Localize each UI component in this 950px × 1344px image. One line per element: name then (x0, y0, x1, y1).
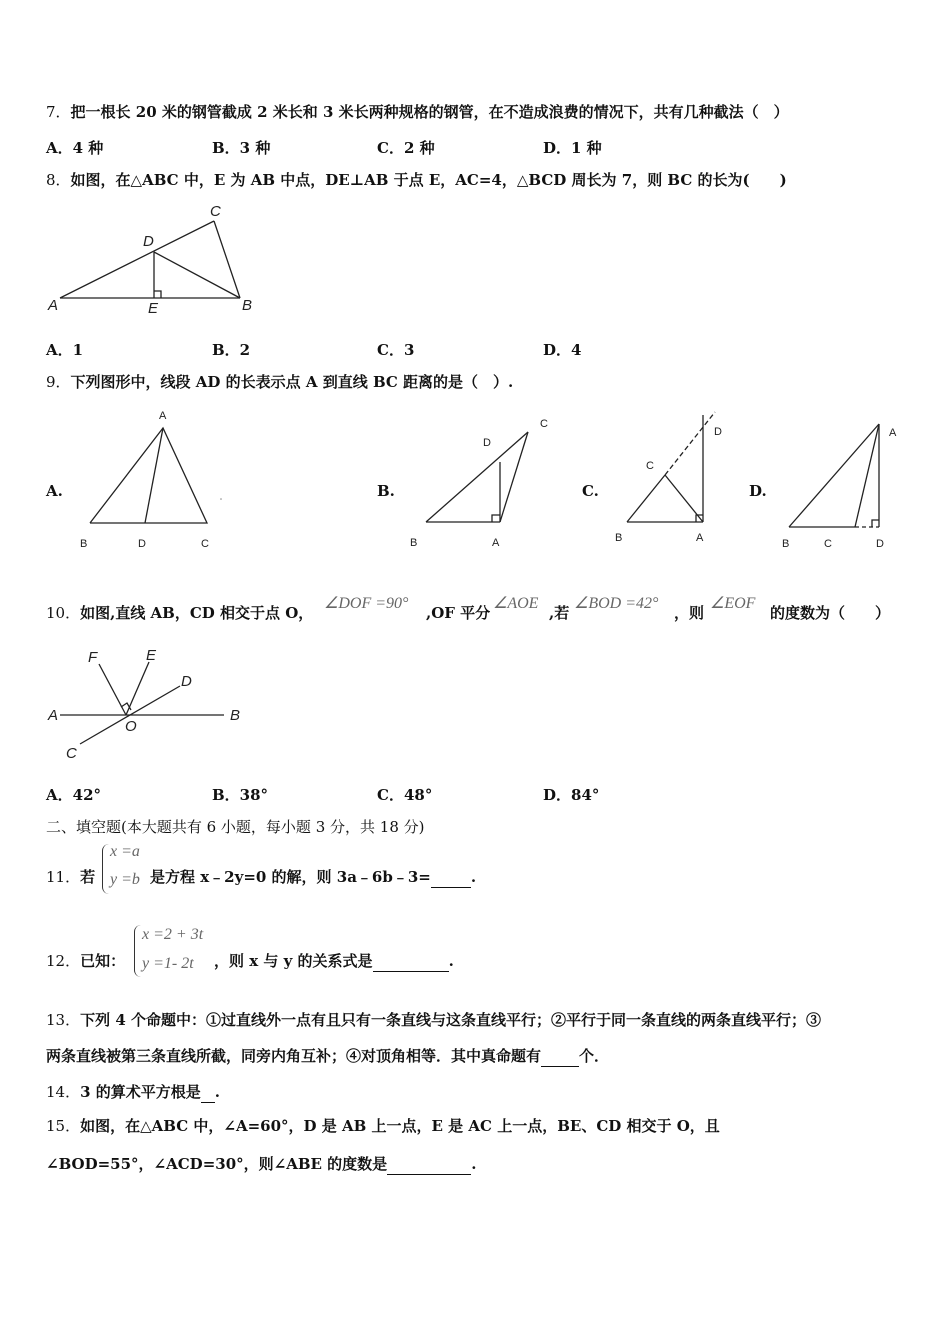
q9-option-b-letter: B. (377, 482, 395, 500)
q8-line (46, 170, 787, 190)
q7-option-d: D．1 种 (543, 139, 602, 157)
q14-answer-blank (201, 1082, 215, 1103)
q9c-segment-bc (627, 475, 665, 522)
q14-line (46, 1082, 220, 1103)
q9a-label-b: B (80, 538, 88, 550)
q15-end: . (471, 1155, 477, 1173)
q15-line1 (46, 1116, 720, 1136)
q9b-label-b: B (410, 537, 418, 549)
q10-option-a: A．42° (46, 786, 102, 804)
q12-prefix: 已知： (80, 952, 126, 970)
q11-brace (102, 844, 109, 894)
q10-math-eof: ∠EOF (710, 595, 756, 612)
q8-figure (46, 200, 266, 320)
q10-prefix: 如图,直线 AB，CD 相交于点 O， (80, 604, 314, 622)
q15-answer-blank (387, 1154, 471, 1175)
q8-label-b: B (242, 297, 253, 314)
q9a-label-a: A (159, 410, 167, 422)
q9-line (46, 372, 513, 392)
q10-option-b: B．38° (212, 786, 269, 804)
q9c-label-d: D (714, 426, 722, 438)
q9d-label-a: A (889, 427, 897, 439)
q10-label-a: A (48, 707, 59, 724)
q7-option-b: B．3 种 (212, 139, 271, 157)
q10-math-aoe: ∠AOE (493, 595, 539, 612)
q10-number: 10． (46, 604, 81, 622)
q7-option-c: C．2 种 (377, 139, 435, 157)
q12-eq2: y =1- 2t (142, 955, 194, 972)
q9-option-a-letter: A. (46, 482, 63, 500)
q8-option-a: A．1 (46, 341, 84, 359)
q10-label-b: B (230, 707, 241, 724)
q10-label-o: O (125, 718, 137, 735)
q9a-label-d: D (138, 538, 146, 550)
q9c-extension-dashed (665, 412, 715, 475)
q12-eq1: x =2 + 3t (142, 926, 204, 943)
q8-option-c: C．3 (377, 341, 415, 359)
q13-line2 (46, 1046, 609, 1067)
q11-text: 是方程 x﹣2y=0 的解，则 3a﹣6b﹣3= (150, 868, 431, 886)
q9-option-d-letter: D. (749, 482, 767, 500)
q9d-label-b: B (782, 538, 790, 550)
q9a-segment-ad (145, 428, 163, 523)
q9-option-c-letter: C. (582, 482, 599, 500)
q9b-right-angle-mark (492, 515, 500, 522)
q9a-triangle (90, 428, 207, 523)
q10-label-c: C (66, 745, 77, 762)
q13-end: 个． (579, 1047, 610, 1065)
q13-number: 13． (46, 1011, 81, 1029)
q9-figure-b (400, 410, 560, 555)
q11-answer-blank (431, 867, 471, 888)
q12-brace (134, 925, 141, 977)
q10-mid2: ,若 (549, 604, 570, 622)
q10-option-c: C．48° (377, 786, 433, 804)
q10-ray-of (99, 664, 126, 715)
q11-end: . (470, 868, 477, 886)
q8-segment-ac (60, 221, 214, 298)
q10-option-d: D．84° (543, 786, 600, 804)
q9d-segment-ac (855, 424, 879, 527)
q12-number: 12． (46, 952, 81, 970)
q10-label-e: E (146, 647, 157, 664)
q8-label-e: E (148, 300, 159, 317)
q11-body (150, 867, 476, 888)
q10-math-dof: ∠DOF =90° (324, 595, 409, 612)
q7-option-a: A．4 种 (46, 139, 104, 157)
q12-end: . (448, 952, 454, 970)
q9b-label-c: C (540, 418, 548, 430)
q15-line2 (46, 1154, 476, 1175)
q13-text-line2: 两条直线被第三条直线所截，同旁内角互补；④对顶角相等．其中真命题有 (46, 1047, 542, 1065)
q10-label-d: D (181, 673, 192, 690)
q8-label-d: D (143, 233, 154, 250)
q12-text: ，则 x 与 y 的关系式是 (214, 952, 373, 970)
q8-number: 8． (46, 171, 71, 189)
q9-figure-d (775, 410, 915, 555)
q12-prefix-line (46, 951, 125, 971)
q14-text: 3 的算术平方根是 (80, 1083, 201, 1101)
q9c-label-b: B (615, 532, 623, 544)
q13-line1 (46, 1010, 821, 1030)
q9b-segment-bc (426, 432, 528, 522)
q9d-label-d: D (876, 538, 884, 550)
q15-number: 15． (46, 1117, 81, 1135)
q8-label-a: A (48, 297, 59, 314)
q9c-label-a: A (696, 532, 704, 544)
q13-answer-blank (541, 1046, 579, 1067)
q13-text-line1: 下列 4 个命题中：①过直线外一点有且只有一条直线与这条直线平行；②平行于同一条直线的两条直线平行；③ (80, 1011, 821, 1029)
q15-text-line1: 如图，在△ABC 中，∠A=60°，D 是 AB 上一点，E 是 AC 上一点，BE、CD 相交于 O，且 (80, 1117, 720, 1135)
q9-number: 9． (46, 373, 71, 391)
q10-mid1: ,OF 平分 (426, 604, 491, 622)
q11-number: 11． (46, 868, 81, 886)
q10-figure (44, 640, 259, 770)
q12-answer-blank (373, 951, 449, 972)
q9-text: 下列图形中，线段 AD 的长表示点 A 到直线 BC 距离的是（ ）. (70, 373, 514, 391)
q9c-label-c: C (646, 460, 654, 472)
q10-math-bod: ∠BOD =42° (574, 595, 659, 612)
q9a-label-c: C (201, 538, 209, 550)
q9d-label-c: C (824, 538, 832, 550)
q9d-right-angle-mark (872, 520, 879, 527)
q11-eq2: y =b (110, 871, 140, 888)
section2-title: 二、填空题(本大题共有 6 小题，每小题 3 分，共 18 分) (46, 818, 425, 836)
q8-label-c: C (210, 203, 221, 220)
q7-number: 7． (46, 103, 71, 121)
q11-prefix: 若 (80, 868, 96, 886)
q7-text: 把一根长 20 米的钢管截成 2 米长和 3 米长两种规格的钢管，在不造成浪费的情况下，共有几种截法（ ） (70, 103, 789, 121)
q9a-dot (220, 498, 222, 500)
q8-option-b: B．2 (212, 341, 251, 359)
q12-body (214, 951, 454, 972)
q8-right-angle-mark (154, 291, 161, 298)
q9-figure-c (605, 405, 735, 555)
q8-text: 如图，在△ABC 中，E 为 AB 中点，DE⊥AB 于点 E，AC=4，△BCD 周长为 7，则 BC 的长为( ) (70, 171, 787, 189)
q10-prefix-line (46, 603, 313, 623)
q10-label-f: F (88, 649, 98, 666)
q9b-segment-ca (500, 432, 528, 522)
q9-figure-a (75, 403, 235, 553)
q9d-segment-ba (789, 424, 879, 527)
q10-suffix: 的度数为（ ） (770, 604, 891, 622)
q10-mid3: ，则 (674, 604, 705, 622)
q11-eq1: x =a (110, 843, 140, 860)
q14-number: 14． (46, 1083, 81, 1101)
q14-end: . (214, 1083, 220, 1101)
q15-text-line2: ∠BOD=55°，∠ACD=30°，则∠ABE 的度数是 (46, 1155, 388, 1173)
q9b-label-d: D (483, 437, 491, 449)
q9b-label-a: A (492, 537, 500, 549)
q8-option-d: D．4 (543, 341, 582, 359)
q11-prefix-line (46, 867, 95, 887)
q7-line (46, 102, 789, 122)
